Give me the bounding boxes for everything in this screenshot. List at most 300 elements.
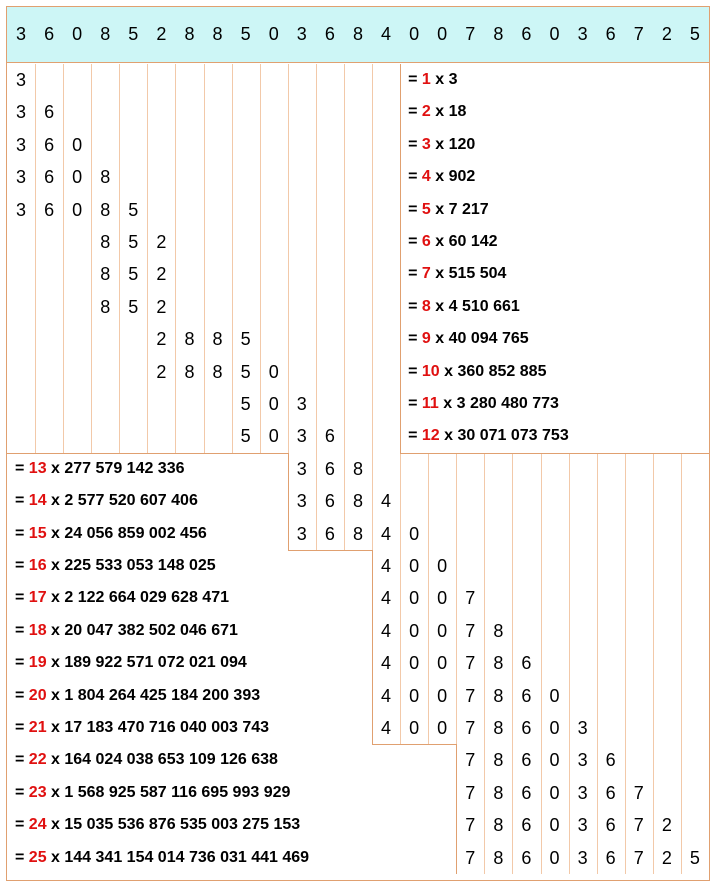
cell-digit: 2 bbox=[156, 232, 167, 252]
grid-line bbox=[175, 64, 176, 96]
grid-line bbox=[597, 615, 598, 647]
equation-multiplier: 4 bbox=[421, 168, 431, 186]
grid-line bbox=[35, 420, 36, 452]
grid-line bbox=[288, 129, 289, 161]
cell-digit: 0 bbox=[268, 394, 279, 414]
equation bbox=[15, 744, 278, 776]
grid-line bbox=[653, 680, 654, 712]
equation-equals: = bbox=[408, 427, 422, 445]
equation-equals: = bbox=[408, 103, 422, 121]
equation-equals: = bbox=[408, 200, 422, 218]
grid-line bbox=[512, 582, 513, 614]
equation-equals: = bbox=[15, 557, 29, 574]
cell-digit: 0 bbox=[268, 426, 279, 447]
cell-digit: 3 bbox=[15, 70, 26, 90]
cell-digit: 0 bbox=[409, 588, 420, 609]
grid-line bbox=[204, 161, 205, 193]
grid-line bbox=[681, 777, 682, 809]
cell-digit: 0 bbox=[549, 815, 560, 836]
cell-digit: 5 bbox=[128, 296, 139, 317]
header-digit: 6 bbox=[324, 24, 335, 44]
grid-line bbox=[260, 323, 261, 355]
grid-line bbox=[372, 64, 373, 96]
equation bbox=[408, 356, 546, 388]
equation bbox=[408, 129, 475, 161]
grid-line bbox=[681, 453, 682, 485]
grid-line bbox=[681, 582, 682, 614]
grid-line bbox=[63, 258, 64, 290]
grid-line bbox=[63, 420, 64, 452]
equation bbox=[15, 777, 290, 809]
grid-line bbox=[175, 291, 176, 323]
cell-digit: 0 bbox=[437, 620, 448, 641]
equation bbox=[408, 161, 475, 193]
cell-digit: 8 bbox=[493, 685, 504, 706]
equation bbox=[15, 582, 229, 614]
equation bbox=[15, 712, 269, 744]
grid-line bbox=[512, 485, 513, 517]
grid-line bbox=[119, 356, 120, 388]
grid-line bbox=[625, 453, 626, 485]
equation-multiplier: 15 bbox=[28, 524, 47, 542]
grid-line bbox=[91, 64, 92, 96]
cell-digit: 6 bbox=[324, 426, 335, 447]
grid-line bbox=[63, 226, 64, 258]
equation-equals: = bbox=[408, 297, 422, 315]
grid-line bbox=[456, 485, 457, 517]
cell-digit: 4 bbox=[381, 588, 392, 609]
equation-factor: x 20 047 382 502 046 671 bbox=[46, 621, 238, 639]
equation-factor: x 120 bbox=[430, 135, 476, 153]
equation bbox=[15, 809, 300, 841]
equation-multiplier: 13 bbox=[28, 459, 47, 477]
cell-digit: 7 bbox=[633, 815, 644, 836]
equation-multiplier: 6 bbox=[421, 233, 431, 250]
equation bbox=[15, 518, 207, 550]
grid-line bbox=[119, 96, 120, 128]
grid-line bbox=[344, 64, 345, 96]
cell-digit: 6 bbox=[521, 750, 532, 771]
cell-digit: 8 bbox=[184, 361, 195, 382]
equation-multiplier: 23 bbox=[28, 783, 47, 801]
equation-factor: x 902 bbox=[430, 168, 476, 186]
cell-digit: 6 bbox=[521, 782, 532, 803]
grid-line bbox=[288, 161, 289, 193]
grid-line bbox=[316, 291, 317, 323]
separator-line bbox=[400, 64, 401, 453]
cell-digit: 0 bbox=[549, 750, 560, 771]
equation-multiplier: 12 bbox=[421, 427, 440, 445]
cell-digit: 6 bbox=[324, 458, 335, 479]
grid-line bbox=[316, 194, 317, 226]
equation bbox=[15, 550, 216, 582]
cell-digit: 6 bbox=[44, 102, 55, 123]
grid-line bbox=[625, 680, 626, 712]
cell-digit: 3 bbox=[577, 847, 588, 868]
grid-line bbox=[316, 323, 317, 355]
grid-line bbox=[119, 420, 120, 452]
equation-equals: = bbox=[408, 233, 422, 250]
equation-equals: = bbox=[408, 265, 422, 283]
grid-line bbox=[63, 356, 64, 388]
equation-factor: x 40 094 765 bbox=[430, 330, 529, 348]
cell-digit: 0 bbox=[549, 782, 560, 803]
cell-digit: 6 bbox=[605, 782, 616, 803]
grid-line bbox=[260, 64, 261, 96]
grid-line bbox=[400, 485, 401, 517]
equation-factor: x 1 804 264 425 184 200 393 bbox=[46, 686, 261, 704]
cell-digit: 3 bbox=[296, 394, 307, 414]
equation-multiplier: 18 bbox=[28, 621, 47, 639]
cell-digit: 8 bbox=[184, 329, 195, 350]
header-digit: 7 bbox=[633, 24, 644, 44]
equation bbox=[408, 388, 559, 420]
cell-digit: 0 bbox=[549, 718, 560, 738]
equation-multiplier: 7 bbox=[421, 265, 431, 283]
equation-equals: = bbox=[408, 330, 422, 348]
cell-digit: 0 bbox=[437, 685, 448, 706]
cell-digit: 3 bbox=[577, 782, 588, 803]
equation bbox=[408, 258, 506, 290]
grid-line bbox=[681, 485, 682, 517]
grid-line bbox=[232, 194, 233, 226]
cell-digit: 6 bbox=[521, 685, 532, 706]
grid-line bbox=[569, 485, 570, 517]
cell-digit: 5 bbox=[240, 394, 251, 414]
grid-line bbox=[316, 96, 317, 128]
equation-factor: x 3 280 480 773 bbox=[438, 395, 559, 412]
cell-digit: 4 bbox=[381, 620, 392, 641]
header-digit: 8 bbox=[100, 24, 111, 44]
grid-line bbox=[569, 582, 570, 614]
equation-factor: x 17 183 470 716 040 003 743 bbox=[46, 719, 270, 736]
cell-digit: 6 bbox=[521, 718, 532, 738]
equation bbox=[15, 485, 198, 517]
cell-digit: 5 bbox=[128, 199, 139, 220]
cell-digit: 0 bbox=[72, 199, 83, 220]
grid-line bbox=[597, 453, 598, 485]
grid-line bbox=[175, 96, 176, 128]
cell-digit: 8 bbox=[100, 296, 111, 317]
cell-digit: 3 bbox=[15, 167, 26, 188]
equation-equals: = bbox=[15, 459, 29, 477]
grid-line bbox=[260, 291, 261, 323]
grid-line bbox=[175, 258, 176, 290]
separator-line bbox=[372, 744, 456, 745]
cell-digit: 8 bbox=[493, 750, 504, 771]
grid-line bbox=[569, 453, 570, 485]
grid-line bbox=[653, 615, 654, 647]
grid-line bbox=[625, 485, 626, 517]
grid-line bbox=[456, 550, 457, 582]
equation-factor: x 2 577 520 607 406 bbox=[46, 492, 198, 510]
equation-multiplier: 14 bbox=[28, 492, 47, 510]
grid-line bbox=[260, 161, 261, 193]
equation-equals: = bbox=[15, 654, 29, 672]
grid-line bbox=[569, 518, 570, 550]
grid-line bbox=[316, 258, 317, 290]
grid-line bbox=[653, 744, 654, 776]
grid-line bbox=[681, 744, 682, 776]
grid-line bbox=[597, 680, 598, 712]
grid-line bbox=[232, 258, 233, 290]
grid-line bbox=[512, 615, 513, 647]
cell-digit: 5 bbox=[128, 264, 139, 285]
grid-line bbox=[35, 226, 36, 258]
cell-digit: 7 bbox=[465, 588, 476, 609]
cell-digit: 8 bbox=[100, 167, 111, 188]
grid-line bbox=[597, 647, 598, 679]
grid-line bbox=[344, 323, 345, 355]
cell-digit: 8 bbox=[493, 847, 504, 868]
grid-line bbox=[344, 194, 345, 226]
grid-line bbox=[316, 226, 317, 258]
grid-line bbox=[541, 453, 542, 485]
equation-factor: x 515 504 bbox=[430, 265, 507, 283]
cell-digit: 0 bbox=[437, 588, 448, 609]
cell-digit: 0 bbox=[549, 685, 560, 706]
grid-line bbox=[625, 744, 626, 776]
grid-line bbox=[204, 226, 205, 258]
grid-line bbox=[484, 518, 485, 550]
equation-factor: x 225 533 053 148 025 bbox=[46, 557, 216, 574]
equation-factor: x 18 bbox=[430, 103, 467, 121]
header-digit: 7 bbox=[465, 24, 476, 44]
grid-line bbox=[91, 356, 92, 388]
cell-digit: 4 bbox=[381, 718, 392, 738]
grid-line bbox=[288, 323, 289, 355]
cell-digit: 8 bbox=[493, 782, 504, 803]
grid-line bbox=[681, 680, 682, 712]
equation bbox=[15, 647, 247, 679]
equation-factor: x 15 035 536 876 535 003 275 153 bbox=[46, 816, 301, 834]
equation-factor: x 4 510 661 bbox=[430, 297, 520, 315]
header-digit: 6 bbox=[521, 24, 532, 44]
cell-digit: 6 bbox=[324, 523, 335, 544]
grid-line bbox=[204, 388, 205, 420]
grid-line bbox=[681, 712, 682, 744]
grid-line bbox=[63, 64, 64, 96]
equation bbox=[15, 680, 260, 712]
grid-line bbox=[232, 96, 233, 128]
grid-line bbox=[541, 582, 542, 614]
header-digit: 3 bbox=[15, 24, 26, 44]
grid-line bbox=[428, 453, 429, 485]
cell-digit: 6 bbox=[44, 134, 55, 155]
grid-line bbox=[175, 161, 176, 193]
grid-line bbox=[316, 161, 317, 193]
number-header bbox=[7, 7, 709, 63]
grid-line bbox=[147, 96, 148, 128]
cell-digit: 0 bbox=[72, 134, 83, 155]
grid-line bbox=[569, 615, 570, 647]
grid-line bbox=[344, 161, 345, 193]
cell-digit: 4 bbox=[381, 653, 392, 674]
grid-line bbox=[204, 194, 205, 226]
grid-line bbox=[372, 258, 373, 290]
grid-line bbox=[597, 518, 598, 550]
equation-factor: x 1 568 925 587 116 695 993 929 bbox=[46, 783, 291, 801]
grid-line bbox=[344, 420, 345, 452]
cell-digit: 3 bbox=[296, 458, 307, 479]
cell-digit: 6 bbox=[605, 847, 616, 868]
grid-line bbox=[260, 226, 261, 258]
grid-line bbox=[91, 420, 92, 452]
cell-digit: 5 bbox=[689, 847, 700, 868]
header-digit: 0 bbox=[549, 24, 560, 44]
equation-equals: = bbox=[408, 135, 422, 153]
header-digit: 0 bbox=[72, 24, 83, 44]
cell-digit: 8 bbox=[100, 264, 111, 285]
equation-multiplier: 21 bbox=[28, 719, 47, 736]
header-digit: 3 bbox=[577, 24, 588, 44]
grid-line bbox=[456, 518, 457, 550]
cell-digit: 0 bbox=[409, 653, 420, 674]
equation-factor: x 60 142 bbox=[430, 233, 498, 250]
equation-equals: = bbox=[408, 395, 422, 412]
equation-equals: = bbox=[408, 71, 422, 88]
grid-line bbox=[35, 323, 36, 355]
polydivisible-number-table bbox=[6, 6, 710, 881]
equation-factor: x 189 922 571 072 021 094 bbox=[46, 654, 247, 672]
cell-digit: 8 bbox=[352, 458, 363, 479]
cell-digit: 6 bbox=[44, 167, 55, 188]
grid-line bbox=[625, 518, 626, 550]
grid-line bbox=[344, 291, 345, 323]
cell-digit: 7 bbox=[465, 847, 476, 868]
grid-line bbox=[35, 291, 36, 323]
cell-digit: 5 bbox=[240, 329, 251, 350]
equation-multiplier: 22 bbox=[28, 751, 47, 769]
grid-line bbox=[456, 453, 457, 485]
equation bbox=[408, 323, 529, 355]
grid-line bbox=[260, 129, 261, 161]
grid-line bbox=[484, 550, 485, 582]
cell-digit: 3 bbox=[15, 102, 26, 123]
grid-line bbox=[681, 518, 682, 550]
cell-digit: 0 bbox=[409, 718, 420, 738]
grid-line bbox=[35, 258, 36, 290]
grid-line bbox=[653, 518, 654, 550]
grid-line bbox=[316, 388, 317, 420]
grid-line bbox=[569, 680, 570, 712]
grid-line bbox=[597, 712, 598, 744]
grid-line bbox=[288, 194, 289, 226]
cell-digit: 8 bbox=[212, 329, 223, 350]
grid-line bbox=[232, 129, 233, 161]
grid-line bbox=[232, 291, 233, 323]
equation-multiplier: 2 bbox=[421, 103, 431, 121]
grid-line bbox=[316, 129, 317, 161]
equation-equals: = bbox=[15, 816, 29, 834]
grid-line bbox=[541, 485, 542, 517]
equation-equals: = bbox=[408, 168, 422, 186]
grid-line bbox=[63, 291, 64, 323]
grid-line bbox=[484, 582, 485, 614]
equation-factor: x 164 024 038 653 109 126 638 bbox=[46, 751, 278, 769]
cell-digit: 0 bbox=[409, 556, 420, 576]
grid-line bbox=[260, 96, 261, 128]
grid-line bbox=[625, 647, 626, 679]
cell-digit: 3 bbox=[577, 750, 588, 771]
grid-line bbox=[204, 96, 205, 128]
grid-line bbox=[653, 777, 654, 809]
grid-line bbox=[91, 323, 92, 355]
equation-factor: x 360 852 885 bbox=[439, 362, 547, 380]
equation bbox=[408, 64, 457, 96]
equation-equals: = bbox=[15, 621, 29, 639]
grid-line bbox=[147, 161, 148, 193]
grid-line bbox=[316, 356, 317, 388]
cell-digit: 3 bbox=[15, 199, 26, 220]
cell-digit: 4 bbox=[381, 685, 392, 706]
cell-digit: 4 bbox=[381, 523, 392, 544]
cell-digit: 0 bbox=[409, 523, 420, 544]
grid-line bbox=[653, 582, 654, 614]
equation-factor: x 3 bbox=[430, 71, 458, 88]
cell-digit: 7 bbox=[465, 685, 476, 706]
grid-line bbox=[625, 582, 626, 614]
grid-line bbox=[597, 485, 598, 517]
header-digit: 8 bbox=[352, 24, 363, 44]
grid-line bbox=[91, 96, 92, 128]
equation-multiplier: 10 bbox=[421, 362, 440, 380]
cell-digit: 3 bbox=[296, 491, 307, 512]
cell-digit: 5 bbox=[240, 361, 251, 382]
equation-equals: = bbox=[15, 848, 29, 866]
header-digit: 0 bbox=[409, 24, 420, 44]
cell-digit: 7 bbox=[465, 718, 476, 738]
header-digit: 6 bbox=[44, 24, 55, 44]
equation-multiplier: 16 bbox=[28, 557, 47, 574]
grid-line bbox=[147, 129, 148, 161]
grid-line bbox=[288, 258, 289, 290]
grid-line bbox=[260, 258, 261, 290]
grid-line bbox=[175, 194, 176, 226]
grid-line bbox=[625, 615, 626, 647]
grid-line bbox=[484, 453, 485, 485]
grid-line bbox=[428, 485, 429, 517]
header-digit: 0 bbox=[268, 24, 279, 44]
grid-line bbox=[541, 550, 542, 582]
equation-equals: = bbox=[15, 589, 29, 607]
grid-line bbox=[147, 420, 148, 452]
cell-digit: 3 bbox=[296, 426, 307, 447]
cell-digit: 6 bbox=[521, 653, 532, 674]
cell-digit: 5 bbox=[128, 232, 139, 252]
cell-digit: 8 bbox=[493, 653, 504, 674]
grid-line bbox=[681, 809, 682, 841]
equation-multiplier: 19 bbox=[28, 654, 47, 672]
cell-digit: 7 bbox=[465, 782, 476, 803]
grid-line bbox=[63, 388, 64, 420]
grid-line bbox=[232, 226, 233, 258]
grid-line bbox=[569, 550, 570, 582]
equation-multiplier: 11 bbox=[421, 395, 439, 412]
cell-digit: 0 bbox=[437, 718, 448, 738]
header-digit: 8 bbox=[493, 24, 504, 44]
cell-digit: 4 bbox=[381, 491, 392, 512]
cell-digit: 3 bbox=[15, 134, 26, 155]
grid-line bbox=[119, 64, 120, 96]
cell-digit: 8 bbox=[212, 361, 223, 382]
grid-line bbox=[541, 518, 542, 550]
grid-line bbox=[288, 64, 289, 96]
cell-digit: 3 bbox=[577, 815, 588, 836]
grid-line bbox=[119, 129, 120, 161]
grid-line bbox=[681, 615, 682, 647]
cell-digit: 7 bbox=[465, 653, 476, 674]
